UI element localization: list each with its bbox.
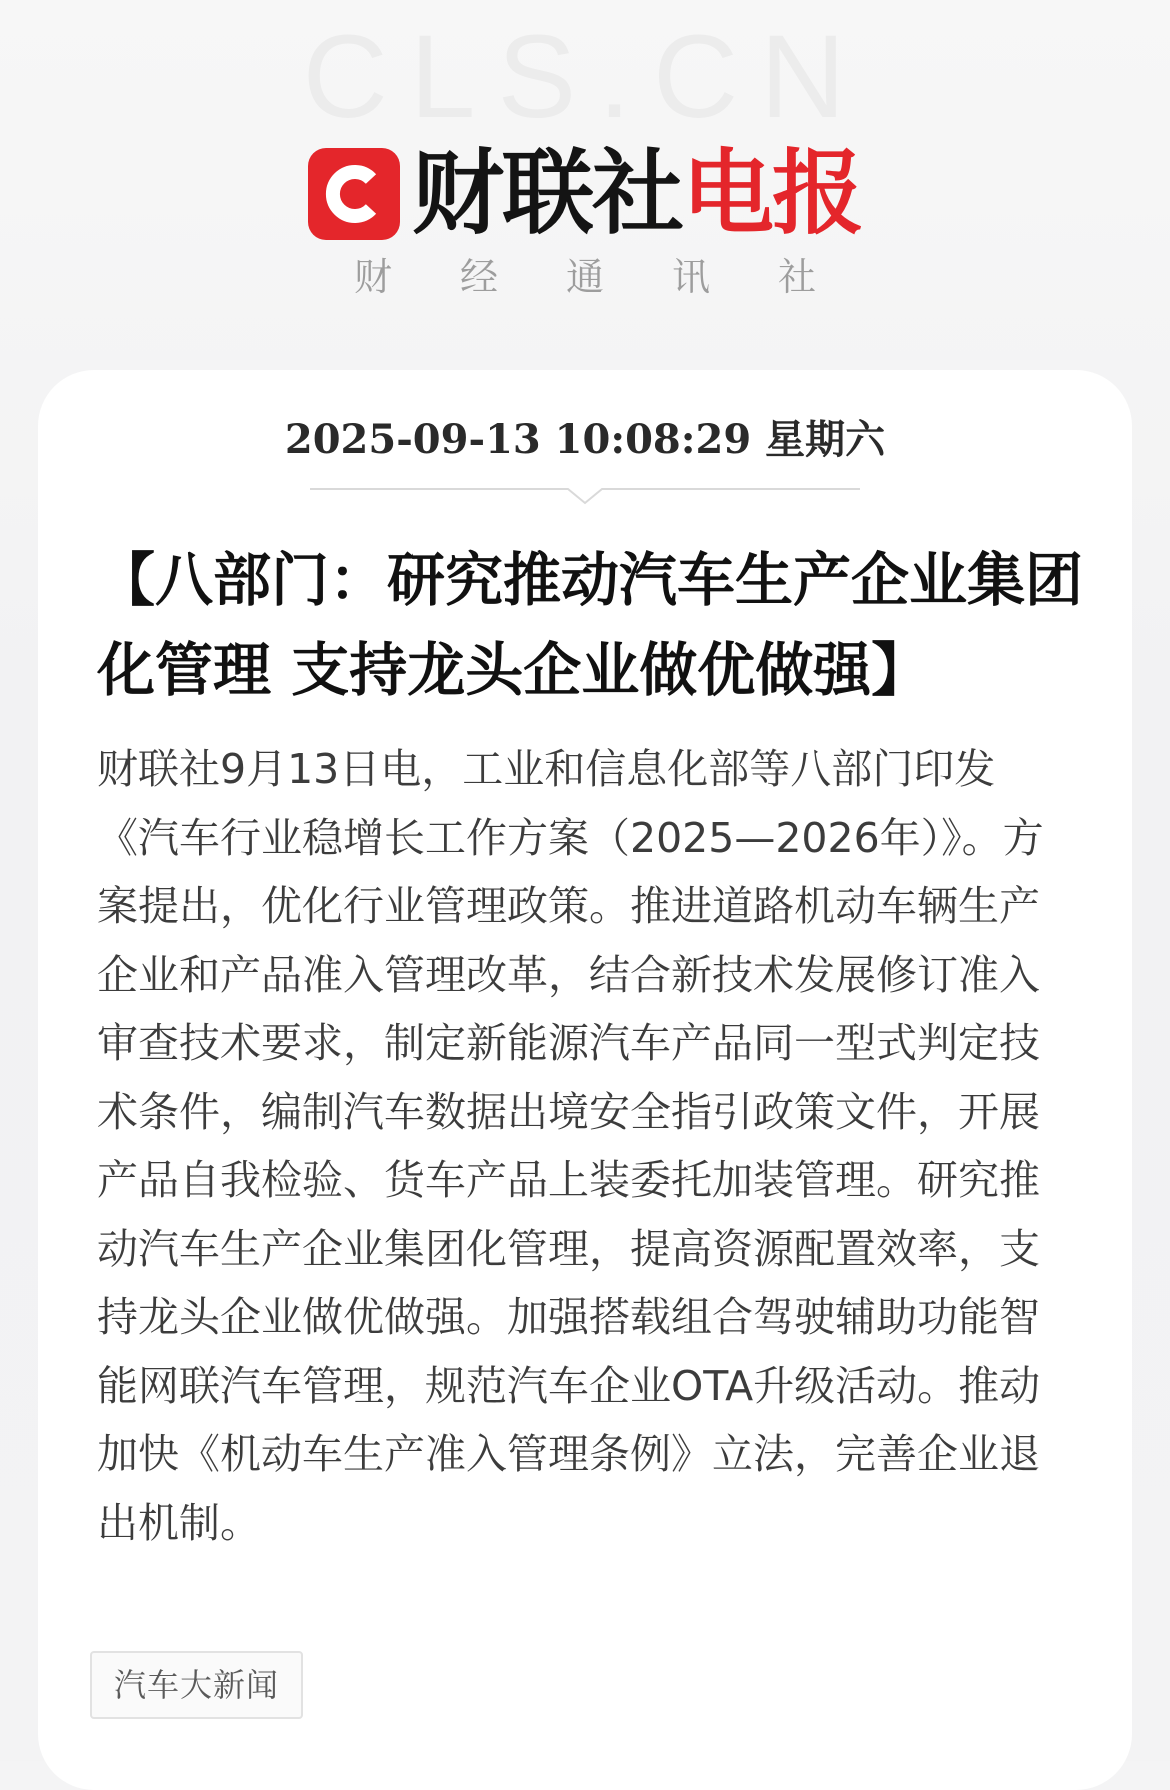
topic-tag[interactable]: 汽车大新闻 (90, 1651, 303, 1719)
brand-main: 财联社 (411, 140, 682, 247)
date-divider (310, 487, 860, 511)
cls-logo-icon (308, 148, 400, 240)
brand-name (411, 140, 863, 247)
article-body: 财联社9月13日电，工业和信息化部等八部门印发《汽车行业稳增长工作方案（2025—2026年）》。方案提出，优化行业管理政策。推进道路机动车辆生产企业和产品准入管理改革，结合新技术发展修订准入审查技术要求，制定新能源汽车产品同一型式判定技术条件，编制汽车数据出境安全指引政策文件，开展产品自我检验、货车产品上装委托加装管理。研究推动汽车生产企业集团化管理，提高资源配置效率，支持龙头企业做优做强。加强搭载组合驾驶辅助功能智能网联汽车管理，规范汽车企业OTA升级活动。推动加快《机动车生产准入管理条例》立法，完善企业退出机制。 (97, 745, 1044, 1547)
brand-subtitle: 财经通讯社 (353, 255, 884, 299)
article-title: 【八部门：研究推动汽车生产企业集团化管理 支持龙头企业做优做强】 (97, 546, 1084, 704)
brand-logo (0, 140, 1170, 247)
brand-accent: 电报 (682, 140, 863, 247)
watermark: CLS.CN (302, 11, 868, 143)
publish-datetime: 2025-09-13 10:08:29 星期六 (284, 416, 886, 463)
